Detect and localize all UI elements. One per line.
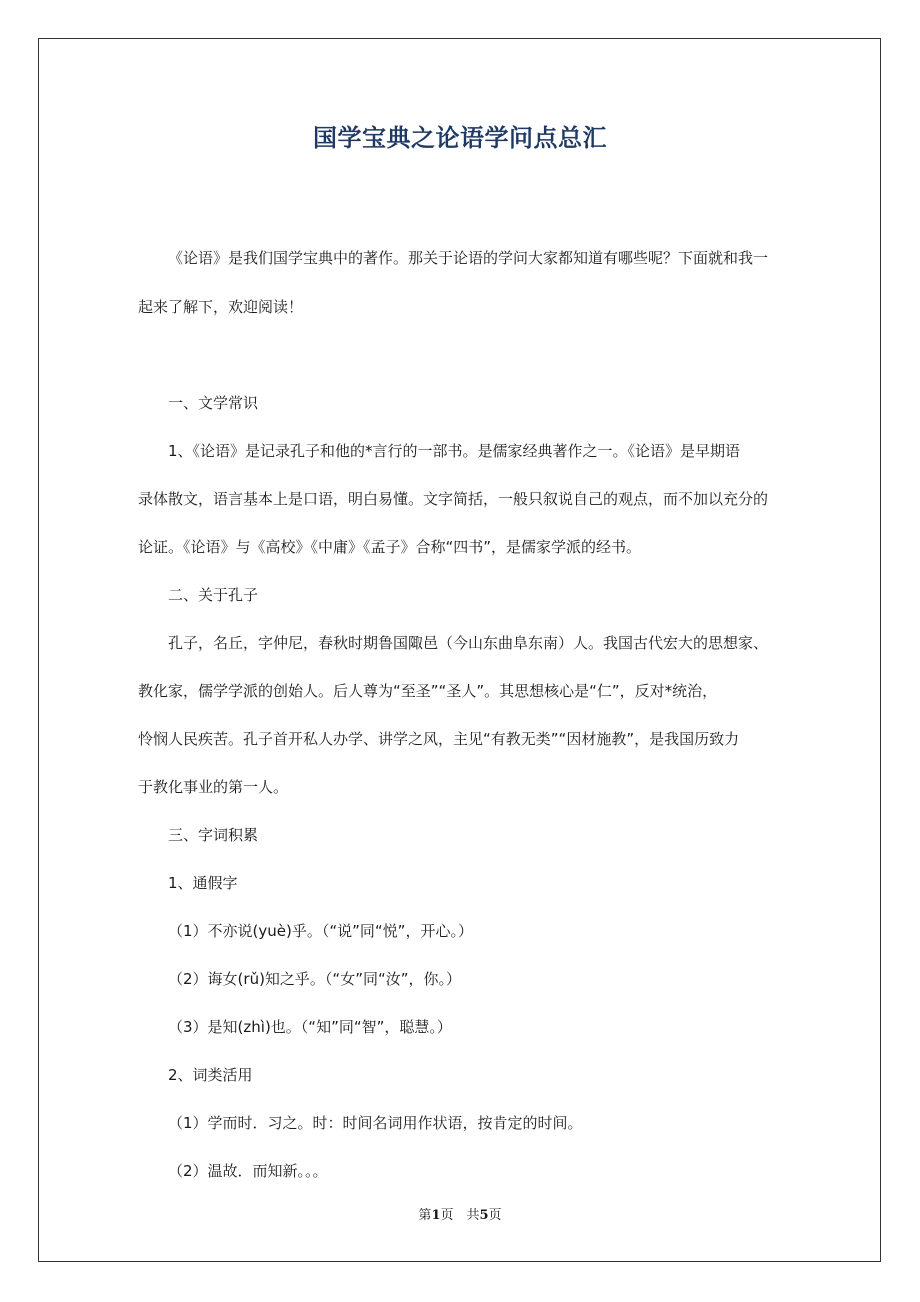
section-heading-literature: 一、文学常识 bbox=[168, 394, 259, 412]
intro-line-2: 起来了解下，欢迎阅读！ bbox=[138, 298, 304, 316]
paragraph-line: 教化家，儒学学派的创始人。后人尊为“至圣”“圣人”。其思想核心是“仁”，反对*统治， bbox=[138, 682, 718, 700]
paragraph-line: 1、《论语》是记录孔子和他的*言行的一部书。是儒家经典著作之一。《论语》是早期语 bbox=[168, 442, 741, 460]
footer-suffix: 页 bbox=[488, 1208, 502, 1223]
footer-total-pages: 5 bbox=[479, 1208, 489, 1223]
list-item: （2）温故．而知新。。。 bbox=[168, 1162, 328, 1180]
page-footer bbox=[0, 1207, 920, 1225]
subheading-tongjiazi: 1、通假字 bbox=[168, 874, 238, 892]
footer-middle: 页 共 bbox=[440, 1208, 480, 1223]
paragraph-line: 录体散文，语言基本上是口语，明白易懂。文字简括，一般只叙说自己的观点，而不加以充分的 bbox=[138, 490, 769, 508]
paragraph-line: 孔子，名丘，字仲尼，春秋时期鲁国陬邑（今山东曲阜东南）人。我国古代宏大的思想家、 bbox=[168, 634, 769, 652]
section-heading-confucius: 二、关于孔子 bbox=[168, 586, 259, 604]
paragraph-line: 于教化事业的第一人。 bbox=[138, 778, 289, 796]
footer-prefix: 第 bbox=[418, 1208, 432, 1223]
list-item: （1）学而时．习之。时：时间名词用作状语，按肯定的时间。 bbox=[168, 1114, 583, 1132]
list-item: （2）诲女(rǔ)知之乎。（“女”同“汝”，你。） bbox=[168, 970, 462, 988]
paragraph-line: 怜悯人民疾苦。孔子首开私人办学、讲学之风，主见“有教无类”“因材施教”，是我国历致力 bbox=[138, 730, 740, 748]
section-heading-vocabulary: 三、字词积累 bbox=[168, 826, 259, 844]
document-title: 国学宝典之论语学问点总汇 bbox=[313, 124, 607, 152]
subheading-word-class: 2、词类活用 bbox=[168, 1066, 253, 1084]
intro-line-1: 《论语》是我们国学宝典中的著作。那关于论语的学问大家都知道有哪些呢？下面就和我一 bbox=[168, 249, 769, 267]
list-item: （1）不亦说(yuè)乎。（“说”同“悦”，开心。） bbox=[168, 922, 473, 940]
footer-page-number: 1 bbox=[431, 1208, 441, 1223]
list-item: （3）是知(zhì)也。（“知”同“智”，聪慧。） bbox=[168, 1018, 452, 1036]
paragraph-line: 论证。《论语》与《高校》《中庸》《孟子》合称“四书”，是儒家学派的经书。 bbox=[138, 538, 642, 556]
